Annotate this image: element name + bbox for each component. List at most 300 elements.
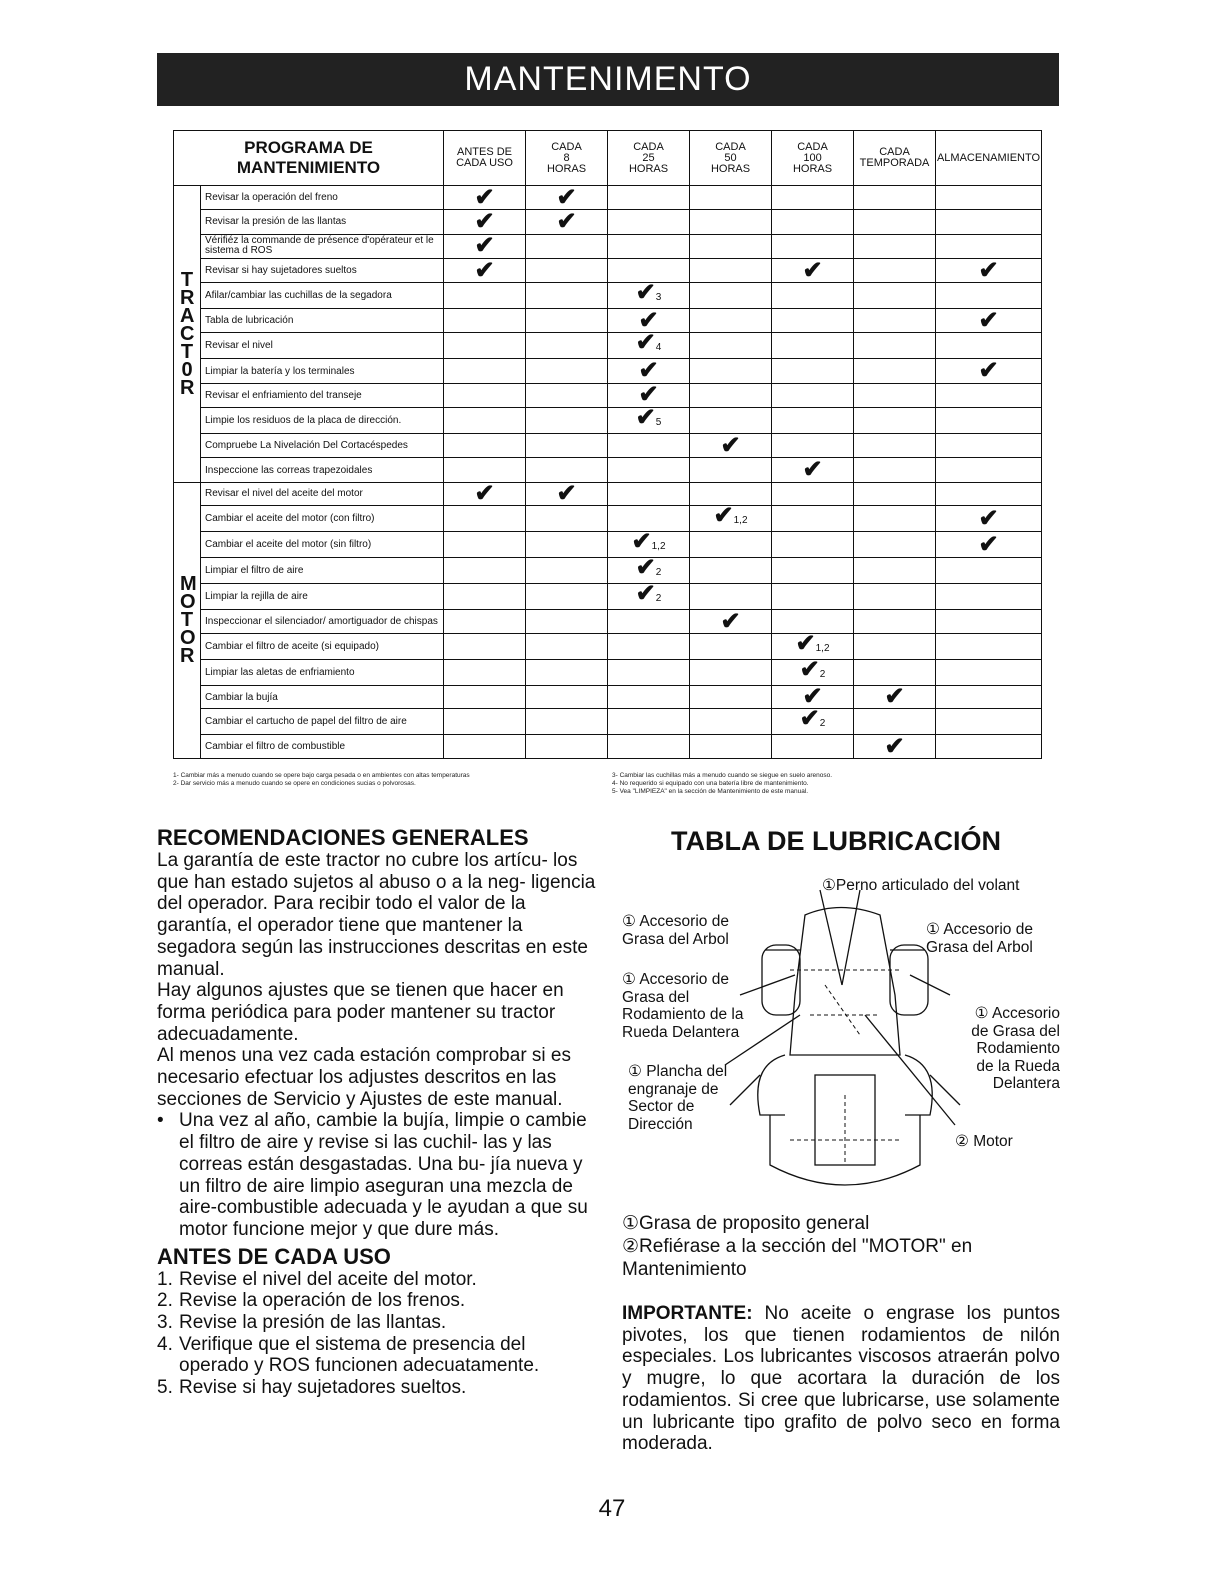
check-cell: [772, 309, 854, 333]
table-row: [174, 532, 1042, 558]
check-cell: [772, 584, 854, 610]
check-cell: [936, 458, 1042, 482]
check-cell: [772, 359, 854, 383]
check-cell: [854, 732, 936, 760]
check-cell: [772, 558, 854, 584]
task-cell: Compruebe La Nivelación Del Cortacéspedes: [201, 434, 444, 458]
check-icon: ✔1,2: [795, 629, 830, 657]
check-cell: [608, 210, 690, 234]
check-icon: ✔: [556, 207, 577, 235]
label-plancha: ① Plancha del engranaje de Sector de Dirección: [628, 1063, 728, 1133]
check-cell: [690, 709, 772, 735]
check-cell: [608, 610, 690, 634]
list-item: • Una vez al año, cambie la bujía, limpie o cambie el filtro de aire y revise si las cuchil- las y las correas están desgastadas. Una bu- jía nueva y un filtro de aire limpio aseguran una mezcla de aire-combustible adecuada y le ayudan a que su motor funcione mejor y que dure más.: [157, 1110, 588, 1240]
col-header-line: ANTES DE: [457, 146, 513, 158]
table-row: [174, 735, 1042, 759]
check-cell: [608, 234, 690, 258]
check-cell: [854, 186, 936, 210]
check-cell: [772, 210, 854, 234]
col-header-line: CADA USO: [456, 157, 513, 169]
col-header-line: HORAS: [628, 162, 669, 175]
check-cell: [772, 186, 854, 210]
check-cell: [608, 633, 690, 659]
lubrication-legend: [622, 1212, 1062, 1281]
col-header-line: CADA: [633, 140, 664, 153]
general-paragraph: Hay algunos ajustes que se tienen que hacer en forma periódica para poder mantener su tractor adecuadamente.: [157, 980, 564, 1045]
check-cell: [526, 659, 608, 685]
task-cell: Revisar el nivel del aceite del motor: [201, 482, 444, 506]
task-cell: Cambiar el filtro de combustible: [201, 735, 444, 759]
task-cell: Revisar si hay sujetadores sueltos: [201, 258, 444, 282]
check-cell: [444, 685, 526, 709]
table-row: [174, 434, 1042, 458]
lubrication-heading: TABLA DE LUBRICACIÓN: [671, 826, 1001, 856]
check-cell: [444, 479, 526, 507]
check-cell: [526, 458, 608, 482]
check-cell: [854, 709, 936, 735]
item-text: Revise el nivel del aceite del motor.: [179, 1268, 477, 1290]
col-header-line: HORAS: [710, 162, 751, 175]
label-rueda-right: ① Accesorio de Grasa del Rodamiento de la Rueda Delantera: [971, 1005, 1060, 1092]
check-cell: [526, 584, 608, 610]
check-cell: [936, 434, 1042, 458]
check-cell: [526, 383, 608, 407]
check-cell: [690, 607, 772, 635]
check-icon: ✔: [978, 306, 999, 334]
check-cell: [690, 283, 772, 309]
check-icon: ✔3: [635, 279, 662, 307]
check-cell: [526, 610, 608, 634]
check-cell: [444, 458, 526, 482]
col-header-line: CADA: [715, 140, 746, 153]
important-text: No aceite o engrase los puntos pivotes, los que tienen rodamientos de nilón especiales. Los lubricantes viscosos atraerán polvo y mugre, lo que acortara la duración de los rodamientos. Si cree que lubricarse, use solamente un lubricante tipo grafito de polvo seco en forma moderada.: [622, 1303, 1060, 1455]
check-cell: [690, 558, 772, 584]
check-cell: [936, 584, 1042, 610]
table-row: [174, 359, 1042, 383]
check-cell: [444, 359, 526, 383]
list-item: 1. Revise el nivel del aceite del motor.: [157, 1268, 477, 1290]
check-cell: [936, 283, 1042, 309]
table-row: [174, 283, 1042, 309]
check-icon: ✔4: [635, 329, 662, 357]
check-icon: ✔2: [799, 655, 826, 683]
check-icon: ✔: [720, 431, 741, 459]
task-cell: Revisar el enfriamiento del transeje: [201, 383, 444, 407]
check-cell: [936, 383, 1042, 407]
check-cell: [690, 685, 772, 709]
check-icon: ✔: [884, 732, 905, 760]
check-cell: [444, 309, 526, 333]
col-header-line: CADA: [551, 140, 582, 153]
col-header-line: 8: [563, 151, 570, 164]
table-row: [174, 709, 1042, 735]
check-cell: [854, 685, 936, 709]
check-cell: [854, 584, 936, 610]
important-note: [622, 1303, 1060, 1455]
page-number: 47: [598, 1495, 626, 1522]
check-cell: [690, 532, 772, 558]
check-cell: [936, 408, 1042, 434]
schedule-col-header: [772, 131, 854, 186]
task-cell: Cambiar el aceite del motor (sin filtro): [201, 532, 444, 558]
check-cell: [772, 705, 854, 735]
list-item: 5. Revise si hay sujetadores sueltos.: [157, 1377, 467, 1399]
motor-side-label: [174, 482, 201, 758]
check-cell: [608, 186, 690, 210]
col-header-line: CADA: [879, 146, 910, 158]
check-cell: [936, 482, 1042, 506]
footnotes-left: [173, 772, 613, 788]
col-header-line: 100: [803, 151, 822, 164]
check-cell: [444, 283, 526, 309]
label-rueda-left: ① Accesorio de Grasa del Rodamiento de la Rueda Delantera: [622, 971, 744, 1041]
check-cell: [526, 309, 608, 333]
table-row: [174, 482, 1042, 506]
footnote: 2- Dar servicio más a menudo cuando se opere en condiciones sucias o polvorosas.: [173, 780, 416, 787]
check-icon: ✔5: [635, 404, 662, 432]
check-icon: ✔: [978, 256, 999, 284]
check-cell: [690, 359, 772, 383]
check-icon: ✔: [556, 183, 577, 211]
check-cell: [526, 234, 608, 258]
check-cell: [526, 333, 608, 359]
task-cell: Limpie los residuos de la placa de dirección.: [201, 408, 444, 434]
table-row: [174, 210, 1042, 234]
task-cell: Cambiar el filtro de aceite (si equipado): [201, 633, 444, 659]
check-cell: [854, 283, 936, 309]
check-cell: [690, 258, 772, 282]
general-heading: RECOMENDACIONES GENERALES: [157, 825, 529, 850]
check-cell: [854, 532, 936, 558]
check-cell: [854, 434, 936, 458]
check-cell: [936, 306, 1042, 334]
check-icon: ✔: [638, 357, 659, 385]
check-cell: [854, 359, 936, 383]
check-icon: ✔: [720, 607, 741, 635]
check-cell: [444, 584, 526, 610]
check-cell: [854, 506, 936, 532]
side-label-text: TRACT0R: [180, 268, 195, 399]
table-row: [174, 383, 1042, 407]
check-cell: [854, 659, 936, 685]
task-cell: Inspeccione las correas trapezoidales: [201, 458, 444, 482]
check-cell: [854, 482, 936, 506]
check-cell: [444, 558, 526, 584]
check-cell: [936, 633, 1042, 659]
table-row: [174, 584, 1042, 610]
lubrication-section: [610, 826, 1062, 856]
general-paragraph: La garantía de este tractor no cubre los artícu- los que han estado sujetos al abuso o a la neg- ligencia del operador. Para recibir todo el valor de la garantía, el operador tiene que mantener la segadora según las instrucciones descritas en este manual.: [157, 850, 596, 980]
check-cell: [854, 383, 936, 407]
check-cell: [690, 633, 772, 659]
table-row: [174, 458, 1042, 482]
schedule-col-header: [608, 131, 690, 186]
check-icon: ✔1,2: [713, 502, 748, 530]
general-recommendations: [157, 826, 597, 1399]
lubrication-diagram: [610, 875, 1062, 1205]
check-cell: [936, 186, 1042, 210]
check-cell: [608, 685, 690, 709]
table-row: [174, 408, 1042, 434]
check-icon: ✔: [474, 207, 495, 235]
check-cell: [772, 408, 854, 434]
check-cell: [854, 408, 936, 434]
check-cell: [444, 408, 526, 434]
col-header-line: TEMPORADA: [859, 157, 930, 169]
check-cell: [526, 408, 608, 434]
table-row: [174, 659, 1042, 685]
check-icon: ✔: [474, 183, 495, 211]
check-cell: [444, 709, 526, 735]
check-cell: [608, 482, 690, 506]
check-cell: [608, 458, 690, 482]
task-cell: Limpiar la rejilla de aire: [201, 584, 444, 610]
check-cell: [936, 735, 1042, 759]
table-row: [174, 186, 1042, 210]
col-header-line: HORAS: [792, 162, 833, 175]
check-icon: ✔2: [635, 580, 662, 608]
check-cell: [936, 532, 1042, 558]
task-cell: Afilar/cambiar las cuchillas de la segadora: [201, 283, 444, 309]
check-cell: [690, 186, 772, 210]
check-icon: ✔: [638, 381, 659, 409]
check-cell: [608, 279, 690, 309]
side-label-text: MOTOR: [180, 573, 197, 668]
check-cell: [608, 359, 690, 383]
check-icon: ✔2: [799, 705, 826, 733]
important-label: IMPORTANTE:: [622, 1303, 753, 1324]
before-use-list: [157, 1269, 597, 1399]
bullet-text: Una vez al año, cambie la bujía, limpie o cambie el filtro de aire y revise si las cuchil- las y las correas están desgastadas. Una bu- jía nueva y un filtro de aire limpio aseguran una mezcla de aire-combustible adecuada y le ayudan a que su motor funcione mejor y que dure más.: [179, 1110, 588, 1240]
item-text: Verifique que el sistema de presencia del operado y ROS funcionen adecuatamente.: [179, 1333, 540, 1377]
check-cell: [444, 633, 526, 659]
check-cell: [690, 458, 772, 482]
check-cell: [772, 258, 854, 282]
check-icon: ✔: [638, 306, 659, 334]
check-cell: [936, 659, 1042, 685]
check-icon: ✔1,2: [631, 528, 666, 556]
check-cell: [608, 404, 690, 434]
col-header-line: HORAS: [546, 162, 587, 175]
check-cell: [526, 183, 608, 211]
check-cell: [936, 610, 1042, 634]
check-cell: [772, 234, 854, 258]
label-perno: ①Perno articulado del volant: [822, 877, 1020, 894]
check-icon: ✔: [802, 683, 823, 711]
check-cell: [936, 685, 1042, 709]
legend-general-grease: ①Grasa de proposito general: [622, 1213, 870, 1234]
check-cell: [608, 434, 690, 458]
col-header-line: ALMACENAMIENTO: [936, 151, 1041, 164]
check-cell: [444, 735, 526, 759]
maintenance-schedule-table: [173, 130, 1042, 759]
check-cell: [526, 532, 608, 558]
check-cell: [936, 558, 1042, 584]
check-cell: [690, 431, 772, 459]
check-icon: ✔: [556, 479, 577, 507]
list-item: 2. Revise la operación de los frenos.: [157, 1290, 466, 1312]
check-cell: [526, 434, 608, 458]
task-cell: Cambiar la bujía: [201, 685, 444, 709]
check-icon: ✔: [802, 256, 823, 284]
check-cell: [690, 735, 772, 759]
check-cell: [444, 258, 526, 282]
check-icon: ✔2: [635, 554, 662, 582]
task-cell: Revisar la presión de las llantas: [201, 210, 444, 234]
task-cell: Revisar el nivel: [201, 333, 444, 359]
list-item: 4. Verifique que el sistema de presencia del operado y ROS funcionen adecuatamente.: [157, 1333, 540, 1377]
check-cell: [444, 333, 526, 359]
table-row: [174, 506, 1042, 532]
check-cell: [608, 735, 690, 759]
table-row: [174, 309, 1042, 333]
check-cell: [444, 207, 526, 235]
check-icon: ✔: [474, 232, 495, 260]
check-cell: [690, 408, 772, 434]
check-cell: [772, 655, 854, 685]
check-cell: [936, 506, 1042, 532]
check-cell: [608, 329, 690, 359]
check-cell: [936, 333, 1042, 359]
table-row: [174, 333, 1042, 359]
check-icon: ✔: [978, 357, 999, 385]
check-cell: [526, 633, 608, 659]
check-icon: ✔: [802, 456, 823, 484]
table-row: [174, 685, 1042, 709]
table-row: [174, 558, 1042, 584]
table-row: [174, 234, 1042, 258]
task-cell: Inspeccionar el silenciador/ amortiguador de chispas: [201, 610, 444, 634]
check-cell: [526, 479, 608, 507]
check-cell: [526, 735, 608, 759]
check-cell: [690, 383, 772, 407]
schedule-col-header: [854, 131, 936, 186]
check-cell: [854, 458, 936, 482]
check-cell: [772, 506, 854, 532]
task-cell: Limpiar las aletas de enfriamiento: [201, 659, 444, 685]
table-row: [174, 610, 1042, 634]
check-icon: ✔: [978, 530, 999, 558]
check-cell: [526, 258, 608, 282]
footnote: 4- No requerido si equipado con una batería libre de mantenimiento.: [612, 780, 809, 787]
check-cell: [854, 210, 936, 234]
task-cell: Tabla de lubricación: [201, 309, 444, 333]
check-cell: [444, 506, 526, 532]
check-icon: ✔: [884, 683, 905, 711]
check-cell: [772, 482, 854, 506]
footnote: 5- Vea "LIMPIEZA" en la sección de Mantenimiento de este manual.: [612, 788, 809, 795]
check-cell: [444, 434, 526, 458]
check-cell: [854, 234, 936, 258]
item-text: Revise si hay sujetadores sueltos.: [179, 1377, 467, 1399]
task-cell: Limpiar el filtro de aire: [201, 558, 444, 584]
check-cell: [854, 309, 936, 333]
check-cell: [526, 359, 608, 383]
check-cell: [526, 558, 608, 584]
check-cell: [526, 709, 608, 735]
footnote: 3- Cambiar las cuchillas más a menudo cuando se siegue en suelo arenoso.: [612, 772, 833, 779]
check-icon: ✔: [978, 504, 999, 532]
schedule-col-header: [690, 131, 772, 186]
task-cell: Vérifiéz la commande de présence d'opérateur et le sistema d ROS: [201, 234, 444, 258]
check-cell: [526, 283, 608, 309]
list-item: 3. Revise la presión de las llantas.: [157, 1312, 447, 1334]
check-cell: [772, 283, 854, 309]
check-cell: [690, 210, 772, 234]
check-cell: [690, 309, 772, 333]
schedule-program-header: PROGRAMA DE MANTENIMIENTO: [174, 131, 444, 186]
check-icon: ✔: [474, 256, 495, 284]
check-cell: [444, 610, 526, 634]
schedule-col-header: [526, 131, 608, 186]
check-cell: [854, 610, 936, 634]
check-cell: [936, 234, 1042, 258]
check-cell: [690, 234, 772, 258]
col-header-line: 25: [642, 151, 655, 164]
label-arbol-left: ① Accesorio de Grasa del Arbol: [622, 913, 729, 948]
check-cell: [444, 383, 526, 407]
check-cell: [936, 359, 1042, 383]
table-row: [174, 258, 1042, 282]
table-row: [174, 633, 1042, 659]
check-cell: [526, 207, 608, 235]
check-cell: [526, 685, 608, 709]
check-cell: [444, 532, 526, 558]
check-cell: [608, 709, 690, 735]
before-use-heading: ANTES DE CADA USO: [157, 1243, 391, 1269]
general-paragraph: Al menos una vez cada estación comprobar si es necesario efectuar los adjustes descritos en las secciones de Servicio y Ajustes de este manual.: [157, 1045, 571, 1110]
tractor-side-label: [174, 186, 201, 483]
check-cell: [772, 532, 854, 558]
check-cell: [690, 584, 772, 610]
check-cell: [854, 258, 936, 282]
check-cell: [690, 659, 772, 685]
general-bullets: [157, 1110, 597, 1240]
footnote: 1- Cambiar más a menudo cuando se opere bajo carga pesada o en ambientes con altas temperaturas: [173, 772, 470, 779]
item-text: Revise la operación de los frenos.: [179, 1290, 466, 1312]
label-motor: ② Motor: [955, 1133, 1013, 1150]
check-cell: [444, 659, 526, 685]
col-header-line: CADA: [797, 140, 828, 153]
check-cell: [690, 333, 772, 359]
page-title: MANTENIMENTO: [157, 53, 1059, 106]
check-cell: [772, 735, 854, 759]
item-text: Revise la presión de las llantas.: [179, 1312, 447, 1334]
check-cell: [608, 580, 690, 610]
label-arbol-right: ① Accesorio de Grasa del Arbol: [926, 921, 1033, 956]
check-cell: [936, 258, 1042, 282]
check-cell: [854, 633, 936, 659]
check-cell: [608, 659, 690, 685]
check-cell: [854, 333, 936, 359]
check-cell: [444, 183, 526, 211]
check-cell: [772, 434, 854, 458]
check-cell: [526, 506, 608, 532]
schedule-col-header: [936, 131, 1042, 186]
check-cell: [936, 210, 1042, 234]
task-cell: Revisar la operación del freno: [201, 186, 444, 210]
task-cell: Limpiar la batería y los terminales: [201, 359, 444, 383]
footnotes-right: [612, 772, 1052, 796]
legend-motor-ref: ②Refiérase a la sección del "MOTOR" en Mantenimiento: [622, 1236, 973, 1280]
check-cell: [854, 558, 936, 584]
task-cell: Cambiar el aceite del motor (con filtro): [201, 506, 444, 532]
check-cell: [772, 383, 854, 407]
schedule-col-header: [444, 131, 526, 186]
task-cell: Cambiar el cartucho de papel del filtro de aire: [201, 709, 444, 735]
check-cell: [690, 502, 772, 532]
check-cell: [444, 234, 526, 258]
